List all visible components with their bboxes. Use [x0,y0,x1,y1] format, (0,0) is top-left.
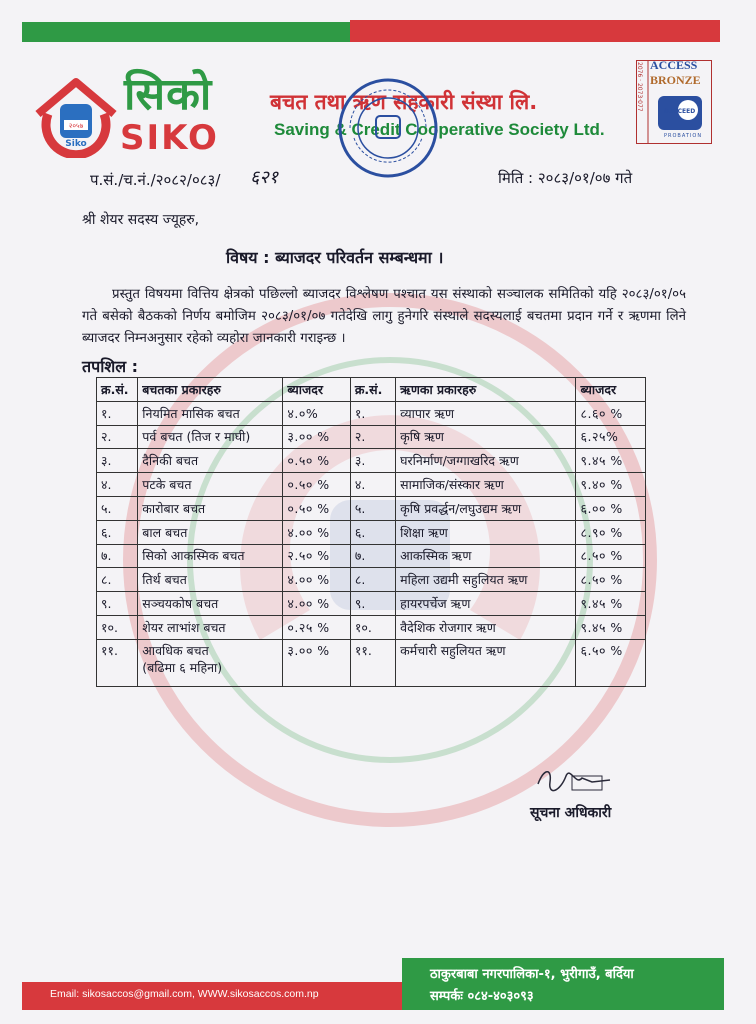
row-sn-2-text: ११. [354,642,372,658]
saving-rate [283,496,350,520]
row-sn-2 [350,425,395,449]
loan-type-text: महिला उद्यमी सहुलियत ऋण [400,572,528,588]
saving-rate-text: ०.५० % [287,500,330,516]
table-row [97,425,646,449]
saving-type [138,592,283,616]
col-header-sn: क्र.सं. [97,378,138,402]
loan-type-text: कृषि प्रवर्द्धन/लघुउद्यम ऋण [400,500,522,516]
loan-type [396,568,576,592]
table-row [97,615,646,639]
loan-type [396,520,576,544]
row-sn [97,639,138,686]
greeting: श्री शेयर सदस्य ज्यूहरु, [82,212,200,228]
loan-type [396,425,576,449]
saving-type [138,568,283,592]
table-header-row [97,378,646,402]
loan-rate-text: ९.४५ % [580,453,623,469]
loan-type-text: हायरपर्चेज ऋण [400,596,471,612]
loan-type [396,615,576,639]
brand-name-english: SIKO [120,118,219,158]
badge-succeed-text: SUCCEED [664,108,696,115]
saving-rate-text: ३.०० % [287,642,330,658]
row-sn-2 [350,568,395,592]
row-sn [97,496,138,520]
saving-rate [283,639,350,686]
row-sn-2-text: २. [354,429,366,445]
loan-rate [576,568,646,592]
saving-type [138,639,283,686]
row-sn-text: ११. [101,642,118,658]
row-sn-2-text: ७. [354,548,366,564]
loan-type [396,544,576,568]
saving-rate [283,544,350,568]
col-header-saving-type: बचतका प्रकारहरु [138,378,283,402]
footer-address: ठाकुरबाबा नगरपालिका-१, भुरीगाउँ, बर्दिया [430,967,634,982]
loan-rate [576,544,646,568]
brand-name-nepali: सिको [124,69,213,120]
row-sn-2-text: ८. [354,572,366,588]
row-sn-2 [350,496,395,520]
loan-type [396,401,576,425]
saving-rate [283,401,350,425]
row-sn-2-text: ९. [354,596,366,612]
table-row [97,592,646,616]
logo-label: Siko [65,139,87,149]
col-header-saving-rate: ब्याजदर [283,378,350,402]
col-header-sn-2: क्र.सं. [350,378,395,402]
office-stamp [336,76,440,180]
table-row [97,544,646,568]
row-sn-text: ७. [101,548,112,564]
table-row [97,496,646,520]
row-sn-2 [350,544,395,568]
body-paragraph: प्रस्तुत विषयमा वित्तिय क्षेत्रको पछिल्लो ब्याजदर विश्लेषण पश्चात यस संस्थाको सञ्चालक समितिको यहि २०८३/०१/०५ गते बसेको बैठकको निर्णय बमोजिम २०८३/०१/०७ गतेदेखि लागु हुनेगरि संस्थाले सदस्यलाई बचतमा प्रदान गर्ने र ऋणमा लिने ब्याजदर निम्नअनुसार रहेको व्यहोरा जानकारी गराइन्छ । [82,287,686,346]
row-sn [97,425,138,449]
header-green-bar [22,22,350,42]
row-sn-text: २. [101,429,112,445]
badge-probation-text: PROBATION [664,133,703,139]
row-sn-2-text: ३. [354,453,366,469]
badge-bronze-text: BRONZE [650,73,701,87]
saving-rate [283,449,350,473]
row-sn [97,401,138,425]
row-sn-text: ८. [101,572,112,588]
loan-rate-text: ६.०० % [580,500,623,516]
row-sn-2 [350,592,395,616]
loan-rate-text: ८.५० % [580,548,623,564]
badge-years: 2076 · 2073·077 [636,62,643,112]
saving-type-text: बाल बचत [142,524,188,540]
table-row [97,449,646,473]
saving-type [138,425,283,449]
details-heading: तपशिल : [82,357,139,376]
table-row [97,401,646,425]
loan-rate-text: ९.४५ % [580,619,623,635]
loan-rate-text: ९.४५ % [580,596,623,612]
reference-label: प.सं./च.नं./२०८२/०८३/ [90,171,221,189]
row-sn [97,615,138,639]
table-row [97,520,646,544]
row-sn-2-text: ६. [354,524,366,540]
siko-logo-icon [34,74,118,158]
loan-type [396,496,576,520]
logo-year: २०५७ [68,122,84,130]
footer-email-website: Email: sikosaccos@gmail.com, WWW.sikosaccos.com.np [50,988,319,1000]
saving-rate-text: ०.२५ % [287,619,330,635]
loan-rate [576,496,646,520]
loan-type [396,592,576,616]
loan-type-text: आकस्मिक ऋण [400,548,472,564]
row-sn [97,473,138,497]
saving-type-text: तिर्थ बचत [142,572,187,588]
loan-type-text: व्यापार ऋण [400,405,455,421]
loan-type-text: कर्मचारी सहुलियत ऋण [400,642,506,658]
loan-rate-text: ८.९० % [580,524,623,540]
loan-rate [576,615,646,639]
saving-rate-text: ४.०० % [287,572,330,588]
saving-rate [283,473,350,497]
saving-type-text: कारोबार बचत [142,500,206,516]
table-row [97,639,646,686]
loan-rate-text: ६.२५% [580,429,619,445]
saving-rate [283,615,350,639]
saving-rate [283,568,350,592]
row-sn-text: ६. [101,524,112,540]
saving-rate-text: ४.०% [287,405,319,421]
row-sn-2 [350,401,395,425]
saving-type [138,449,283,473]
loan-type [396,449,576,473]
row-sn-text: ४. [101,477,112,493]
loan-rate-text: ८.६० % [580,405,623,421]
saving-type-text: आवधिक बचत [142,642,209,658]
loan-type-text: वैदेशिक रोजगार ऋण [400,619,496,635]
badge-access-text: ACCESS [650,58,698,72]
loan-rate [576,592,646,616]
saving-rate-text: ४.०० % [287,524,330,540]
row-sn [97,520,138,544]
row-sn [97,544,138,568]
row-sn-2 [350,473,395,497]
loan-type [396,639,576,686]
loan-rate [576,425,646,449]
saving-type [138,520,283,544]
row-sn-2-text: ५. [354,500,366,516]
saving-type-text: शेयर लाभांश बचत [142,619,226,635]
subject-line: विषय : ब्याजदर परिवर्तन सम्बन्धमा । [226,248,444,267]
loan-rate [576,473,646,497]
fixed-deposit-note: (बढिमा ६ महिना) [142,659,223,675]
saving-rate-text: ४.०० % [287,596,330,612]
saving-type-text: सञ्चयकोष बचत [142,596,219,612]
signer-title: सूचना अधिकारी [530,805,612,821]
saving-rate-text: ०.५० % [287,477,330,493]
footer-contact: सम्पर्कः ०८४-४०३०९३ [430,989,534,1004]
row-sn-text: १०. [101,619,118,635]
col-header-loan-rate: ब्याजदर [576,378,646,402]
org-name-nepali: बचत तथा ऋण सहकारी संस्था लि. [270,90,538,114]
reference-number: ६२१ [250,167,279,188]
loan-rate [576,449,646,473]
saving-type-text: दैनिकी बचत [142,453,199,469]
loan-type [396,473,576,497]
row-sn-2 [350,449,395,473]
row-sn-2-text: १. [354,405,366,421]
loan-type-text: कृषि ऋण [400,429,444,445]
loan-rate-text: ८.५० % [580,572,623,588]
saving-rate [283,520,350,544]
row-sn-text: ३. [101,453,112,469]
saving-rate-text: ०.५० % [287,453,330,469]
row-sn-2 [350,639,395,686]
row-sn-text: ५. [101,500,112,516]
loan-rate [576,401,646,425]
interest-rate-table [96,377,646,687]
row-sn-2-text: १०. [354,619,372,635]
row-sn-text: १. [101,405,112,421]
col-header-loan-type: ऋणका प्रकारहरु [396,378,576,402]
saving-type-text: सिको आकस्मिक बचत [142,548,245,564]
loan-type-text: सामाजिक/संस्कार ऋण [400,477,504,493]
saving-type [138,544,283,568]
saving-type-text: पटके बचत [142,477,192,493]
saving-rate-text: ३.०० % [287,429,330,445]
row-sn-2 [350,520,395,544]
loan-rate [576,639,646,686]
saving-type [138,401,283,425]
header-red-bar [350,20,720,42]
saving-type [138,473,283,497]
saving-type [138,496,283,520]
saving-rate [283,425,350,449]
org-name-english: Saving & Credit Cooperative Society Ltd. [274,120,605,139]
saving-rate-text: २.५० % [287,548,330,564]
table-row [97,568,646,592]
letter-date: मिति : २०८३/०१/०७ गते [498,169,633,187]
loan-type-text: शिक्षा ऋण [400,524,448,540]
row-sn [97,568,138,592]
saving-type-text: नियमित मासिक बचत [142,405,240,421]
saving-type [138,615,283,639]
table-row [97,473,646,497]
loan-rate-text: ९.४० % [580,477,623,493]
row-sn-2 [350,615,395,639]
saving-type-text: पर्व बचत (तिज र माघी) [142,429,251,445]
saving-rate [283,592,350,616]
row-sn [97,449,138,473]
signature [532,762,616,798]
row-sn [97,592,138,616]
row-sn-text: ९. [101,596,112,612]
loan-rate [576,520,646,544]
loan-rate-text: ६.५० % [580,642,623,658]
row-sn-2-text: ४. [354,477,366,493]
loan-type-text: घरनिर्माण/जग्गाखरिद ऋण [400,453,519,469]
